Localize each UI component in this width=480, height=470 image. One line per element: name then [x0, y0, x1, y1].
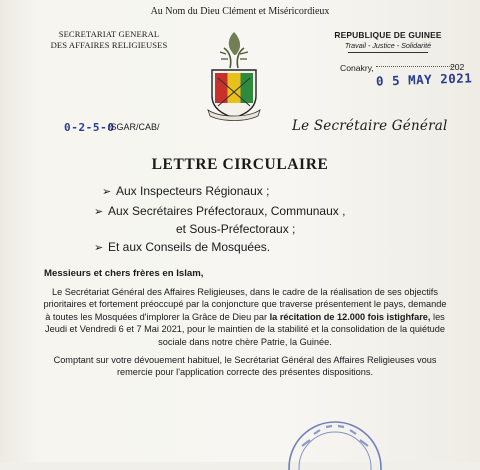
date-year-suffix: 202: [450, 62, 465, 72]
reference-code: /SGAR/CAB/: [108, 122, 160, 132]
recipient-text: Aux Inspecteurs Régionaux ;: [116, 184, 270, 198]
date-stamp: 0 5 MAY 2021: [375, 70, 473, 89]
signatory-title: Le Secrétaire Général: [292, 118, 448, 134]
national-motto: Travail - Justice - Solidarité: [344, 41, 432, 50]
reference-number-handwritten: 0-2-5-0: [64, 121, 115, 134]
salutation: Messieurs et chers frères en Islam,: [44, 268, 204, 279]
invocation-line: Au Nom du Dieu Clément et Miséricordieux: [150, 6, 330, 17]
official-seal-stamp-icon: [280, 410, 390, 470]
recipient-item: [94, 240, 270, 254]
arrow-bullet-icon: ➢: [102, 186, 112, 198]
recipient-text: Et aux Conseils de Mosquées.: [108, 240, 271, 254]
recipient-item-continuation: [176, 222, 295, 236]
issuer-line-2: DES AFFAIRES RELIGIEUSES: [50, 40, 168, 50]
republic-name: REPUBLIQUE DE GUINEE: [334, 30, 442, 40]
guinea-coat-of-arms-emblem: [194, 26, 274, 122]
issuer-block: [34, 29, 184, 51]
arrow-bullet-icon: ➢: [94, 242, 104, 254]
date-dotted-line: [376, 66, 456, 67]
paragraph-1-text-a: Le Secrétariat Général des Affaires Religieuses, dans le cadre de la réalisation de ses objectifs prioritaires et fortement préoccupé par la conjoncture que traverse présentement le pays, demande à toutes les Mosquées d'implorer la Grâce de Dieu par: [43, 287, 447, 322]
recipient-text: Aux Secrétaires Préfectoraux, Communaux ,: [108, 204, 346, 218]
date-city: Conakry,: [340, 63, 374, 73]
letter-title: LETTRE CIRCULAIRE: [151, 156, 329, 173]
issuer-line-1: SECRETARIAT GENERAL: [58, 29, 160, 39]
arrow-bullet-icon: ➢: [94, 206, 104, 218]
paragraph-1-text-b: les Jeudi et Vendredi 6 et 7 Mai 2021, pour le maintien de la stabilité et la consolidation de la quiétude sociale dans notre chère Patrie, la Guinée.: [45, 311, 445, 347]
recipient-item: [102, 184, 269, 198]
body-paragraph-1: [40, 286, 450, 348]
recipient-text: et Sous-Préfectoraux ;: [176, 222, 296, 236]
body-paragraph-2: Comptant sur votre dévouement habituel, le Secrétariat Général des Affaires Religieuses vous remercie pour l'application correcte des présentes dispositions.: [53, 355, 437, 378]
motto-divider: [348, 52, 428, 53]
recipient-item: [94, 204, 345, 218]
paragraph-1-emphasis: la récitation de 12.000 fois istighfare,: [269, 311, 431, 322]
